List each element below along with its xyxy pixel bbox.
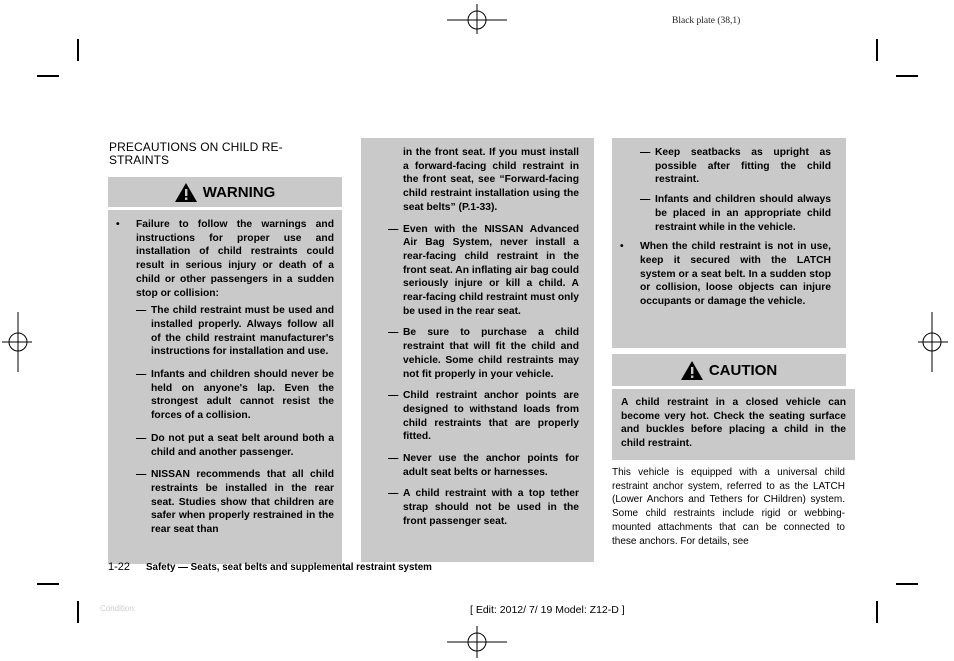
warning-subitem: — Do not put a seat belt around both a child and another passenger.	[136, 432, 334, 458]
condition-label: Condition:	[100, 604, 137, 613]
warning-subitem: — NISSAN recommends that all child restraints be installed in the rear seat. Studies show that children are safer when properly restrained in the rear seat than	[136, 469, 334, 536]
warning-body-col2	[361, 138, 594, 562]
warning-subitem: — Child restraint anchor points are designed to withstand loads from child restraints that are properly fitted.	[388, 390, 579, 443]
caution-title-box	[612, 354, 846, 386]
warning-bullet: • Failure to follow the warnings and instructions for proper use and installation of child restraints could result in serious injury or death of a child or other passengers in a sudden stop or collision:	[116, 219, 334, 299]
caution-label: CAUTION	[708, 361, 778, 379]
body-paragraph: This vehicle is equipped with a universal child restraint anchor system, referred to as the LATCH (Lower Anchors and Tethers for CHildren) system. Some child restraints include rigid or webbing-mounted attachments that can be connected to these anchors. For details, see	[612, 467, 845, 547]
page-number: 1-22	[108, 561, 131, 573]
warning-subitem: — The child restraint must be used and installed properly. Always follow all of the child restraint manufacturer's instructions for installation and use.	[136, 305, 334, 358]
registration-mark-icon	[2, 312, 32, 372]
crop-mark	[77, 39, 79, 61]
crop-mark	[37, 75, 59, 77]
warning-triangle-icon	[175, 183, 197, 202]
warning-subitem: — Infants and children should never be held on anyone's lap. Even the strongest adult cannot resist the forces of a collision.	[136, 369, 334, 422]
section-heading: PRECAUTIONS ON CHILD RE- STRAINTS	[109, 140, 283, 167]
crop-mark	[896, 583, 918, 585]
warning-subitem: — Infants and children should always be placed in an appropriate child restraint while in the vehicle.	[640, 194, 831, 233]
footer-section-title: Safety — Seats, seat belts and supplemental restraint system	[146, 562, 432, 573]
warning-bullet: • When the child restraint is not in use, keep it secured with the LATCH system or a seat belt. In a sudden stop or collision, loose objects can injure occupants or damage the vehicle.	[620, 241, 831, 308]
warning-subitem: — Be sure to purchase a child restraint that will fit the child and vehicle. Some child restraints may not fit properly in your vehicle.	[388, 327, 579, 380]
warning-body-col3	[612, 138, 846, 348]
caution-text: A child restraint in a closed vehicle can become very hot. Check the seating surface and buckles before placing a child in the child restraint.	[621, 397, 846, 450]
crop-mark	[876, 601, 878, 623]
warning-subitem: — Never use the anchor points for adult seat belts or harnesses.	[388, 453, 579, 478]
crop-mark	[37, 583, 59, 585]
warning-subitem: — Even with the NISSAN Advanced Air Bag System, never install a rear-facing child restraint in the front seat. An inflating air bag could seriously injure or kill a child. A rear-facing child restraint must only be used in the rear seat.	[388, 223, 579, 317]
warning-body-col1	[108, 210, 342, 564]
warning-title-box	[108, 177, 342, 207]
warning-label: WARNING	[202, 183, 276, 201]
edit-info: [ Edit: 2012/ 7/ 19 Model: Z12-D ]	[470, 604, 625, 616]
plate-label: Black plate (38,1)	[672, 16, 741, 26]
warning-subitem: — A child restraint with a top tether strap should not be used in the front passenger seat.	[388, 488, 579, 527]
caution-body	[612, 389, 855, 460]
crop-mark	[896, 75, 918, 77]
registration-mark-icon	[447, 4, 507, 34]
registration-mark-icon	[447, 626, 507, 658]
crop-mark	[77, 601, 79, 623]
warning-subitem: — Keep seatbacks as upright as possible after fitting the child restraint.	[640, 147, 831, 186]
registration-mark-icon	[918, 312, 948, 372]
crop-mark	[876, 39, 878, 61]
caution-triangle-icon	[681, 361, 703, 380]
warning-continuation: in the front seat. If you must install a forward-facing child restraint in the front seat, see “Forward-facing child restraint installation using the seat belts” (P.1-33).	[403, 147, 579, 213]
